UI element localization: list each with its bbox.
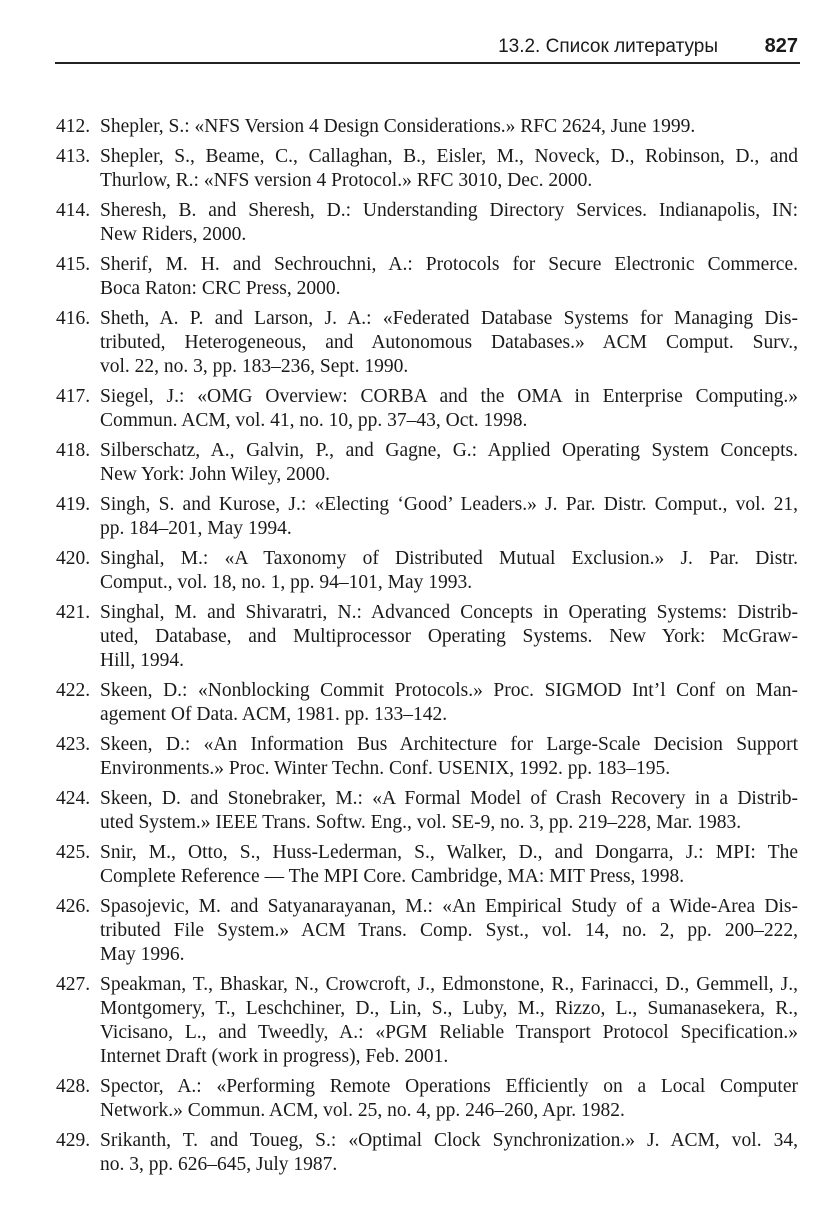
reference-text <box>100 733 798 781</box>
reference-entry <box>56 895 798 967</box>
running-header <box>55 34 800 64</box>
reference-entry <box>56 973 798 1069</box>
reference-entry <box>56 439 798 487</box>
reference-entry <box>56 679 798 727</box>
reference-number: 426. <box>56 896 91 917</box>
reference-text <box>100 493 798 541</box>
reference-list <box>56 115 798 1183</box>
reference-line: Skeen, D. and Stonebraker, M.: «A Formal Model of Crash Recovery in a Distrib- <box>100 788 798 809</box>
reference-number: 417. <box>56 386 91 407</box>
reference-text <box>100 145 798 193</box>
reference-number: 425. <box>56 842 91 863</box>
reference-entry <box>56 733 798 781</box>
reference-entry <box>56 307 798 379</box>
reference-line: no. 3, pp. 626–645, July 1987. <box>100 1154 338 1175</box>
reference-line: Sheth, A. P. and Larson, J. A.: «Federated Database Systems for Managing Dis- <box>100 308 798 329</box>
reference-entry <box>56 385 798 433</box>
reference-number: 413. <box>56 146 91 167</box>
reference-line: Thurlow, R.: «NFS version 4 Protocol.» RFC 3010, Dec. 2000. <box>100 170 593 191</box>
reference-text <box>100 307 798 379</box>
reference-number: 427. <box>56 974 91 995</box>
reference-line: Siegel, J.: «OMG Overview: CORBA and the OMA in Enterprise Computing.» <box>100 386 798 407</box>
reference-line: Shepler, S.: «NFS Version 4 Design Considerations.» RFC 2624, June 1999. <box>100 116 696 137</box>
reference-entry <box>56 253 798 301</box>
reference-line: Sheresh, B. and Sheresh, D.: Understanding Directory Services. Indianapolis, IN: <box>100 200 798 221</box>
section-title: 13.2. Список литературы <box>498 36 718 57</box>
reference-line: Speakman, T., Bhaskar, N., Crowcroft, J., Edmonstone, R., Farinacci, D., Gemmell, J., <box>100 974 798 995</box>
reference-text <box>100 547 798 595</box>
reference-line: May 1996. <box>100 944 185 965</box>
reference-line: Comput., vol. 18, no. 1, pp. 94–101, May 1993. <box>100 572 473 593</box>
reference-line: Snir, M., Otto, S., Huss-Lederman, S., Walker, D., and Dongarra, J.: MPI: The <box>100 842 798 863</box>
reference-entry <box>56 115 798 139</box>
reference-line: Network.» Commun. ACM, vol. 25, no. 4, pp. 246–260, Apr. 1982. <box>100 1100 625 1121</box>
reference-line: Montgomery, T., Leschchiner, D., Lin, S., Luby, M., Rizzo, L., Sumanasekera, R., <box>100 998 798 1019</box>
reference-text <box>100 679 798 727</box>
reference-number: 418. <box>56 440 91 461</box>
reference-line: Vicisano, L., and Tweedly, A.: «PGM Reliable Transport Protocol Specification.» <box>100 1022 798 1043</box>
reference-number: 429. <box>56 1130 91 1151</box>
reference-text <box>100 199 798 247</box>
reference-line: Spasojevic, M. and Satyanarayanan, M.: «An Empirical Study of a Wide-Area Dis- <box>100 896 798 917</box>
reference-entry <box>56 199 798 247</box>
reference-number: 419. <box>56 494 91 515</box>
reference-text <box>100 787 798 835</box>
reference-number: 414. <box>56 200 91 221</box>
reference-text <box>100 385 798 433</box>
reference-line: tributed, Heterogeneous, and Autonomous Databases.» ACM Comput. Surv., <box>100 332 798 353</box>
reference-number: 422. <box>56 680 91 701</box>
reference-text <box>100 841 798 889</box>
reference-text <box>100 253 798 301</box>
reference-entry <box>56 547 798 595</box>
reference-entry <box>56 145 798 193</box>
reference-line: Complete Reference — The MPI Core. Cambridge, MA: MIT Press, 1998. <box>100 866 685 887</box>
reference-entry <box>56 1129 798 1177</box>
reference-line: uted System.» IEEE Trans. Softw. Eng., vol. SE-9, no. 3, pp. 219–228, Mar. 1983. <box>100 812 742 833</box>
reference-line: agement Of Data. ACM, 1981. pp. 133–142. <box>100 704 448 725</box>
reference-line: Boca Raton: CRC Press, 2000. <box>100 278 341 299</box>
reference-entry <box>56 841 798 889</box>
reference-line: Spector, A.: «Performing Remote Operations Efficiently on a Local Computer <box>100 1076 798 1097</box>
reference-number: 420. <box>56 548 91 569</box>
reference-line: Shepler, S., Beame, C., Callaghan, B., Eisler, M., Noveck, D., Robinson, D., and <box>100 146 798 167</box>
reference-text <box>100 115 798 139</box>
reference-line: New Riders, 2000. <box>100 224 247 245</box>
reference-line: Hill, 1994. <box>100 650 184 671</box>
reference-line: Singh, S. and Kurose, J.: «Electing ‘Good’ Leaders.» J. Par. Distr. Comput., vol. 21, <box>100 494 798 515</box>
reference-text <box>100 973 798 1069</box>
reference-line: vol. 22, no. 3, pp. 183–236, Sept. 1990. <box>100 356 409 377</box>
reference-number: 415. <box>56 254 91 275</box>
page-number: 827 <box>764 35 798 57</box>
reference-line: Commun. ACM, vol. 41, no. 10, pp. 37–43, Oct. 1998. <box>100 410 528 431</box>
reference-text <box>100 601 798 673</box>
reference-line: Environments.» Proc. Winter Techn. Conf. USENIX, 1992. pp. 183–195. <box>100 758 671 779</box>
reference-text <box>100 439 798 487</box>
reference-number: 416. <box>56 308 91 329</box>
reference-line: Singhal, M. and Shivaratri, N.: Advanced Concepts in Operating Systems: Distrib- <box>100 602 798 623</box>
reference-line: Sherif, M. H. and Sechrouchni, A.: Protocols for Secure Electronic Commerce. <box>100 254 798 275</box>
reference-line: Silberschatz, A., Galvin, P., and Gagne, G.: Applied Operating System Concepts. <box>100 440 798 461</box>
reference-number: 423. <box>56 734 91 755</box>
reference-entry <box>56 787 798 835</box>
reference-line: uted, Database, and Multiprocessor Operating Systems. New York: McGraw- <box>100 626 798 647</box>
reference-line: Internet Draft (work in progress), Feb. 2001. <box>100 1046 449 1067</box>
reference-entry <box>56 493 798 541</box>
reference-line: pp. 184–201, May 1994. <box>100 518 292 539</box>
reference-text <box>100 1075 798 1123</box>
reference-line: New York: John Wiley, 2000. <box>100 464 330 485</box>
reference-line: Skeen, D.: «An Information Bus Architecture for Large-Scale Decision Support <box>100 734 798 755</box>
reference-number: 412. <box>56 116 91 137</box>
reference-number: 428. <box>56 1076 91 1097</box>
reference-text <box>100 895 798 967</box>
reference-entry <box>56 601 798 673</box>
reference-line: Skeen, D.: «Nonblocking Commit Protocols.» Proc. SIGMOD Int’l Conf on Man- <box>100 680 798 701</box>
reference-number: 421. <box>56 602 91 623</box>
reference-line: Srikanth, T. and Toueg, S.: «Optimal Clock Synchronization.» J. ACM, vol. 34, <box>100 1130 798 1151</box>
reference-entry <box>56 1075 798 1123</box>
reference-text <box>100 1129 798 1177</box>
reference-number: 424. <box>56 788 91 809</box>
reference-line: Singhal, M.: «A Taxonomy of Distributed Mutual Exclusion.» J. Par. Distr. <box>100 548 798 569</box>
reference-line: tributed File System.» ACM Trans. Comp. Syst., vol. 14, no. 2, pp. 200–222, <box>100 920 798 941</box>
